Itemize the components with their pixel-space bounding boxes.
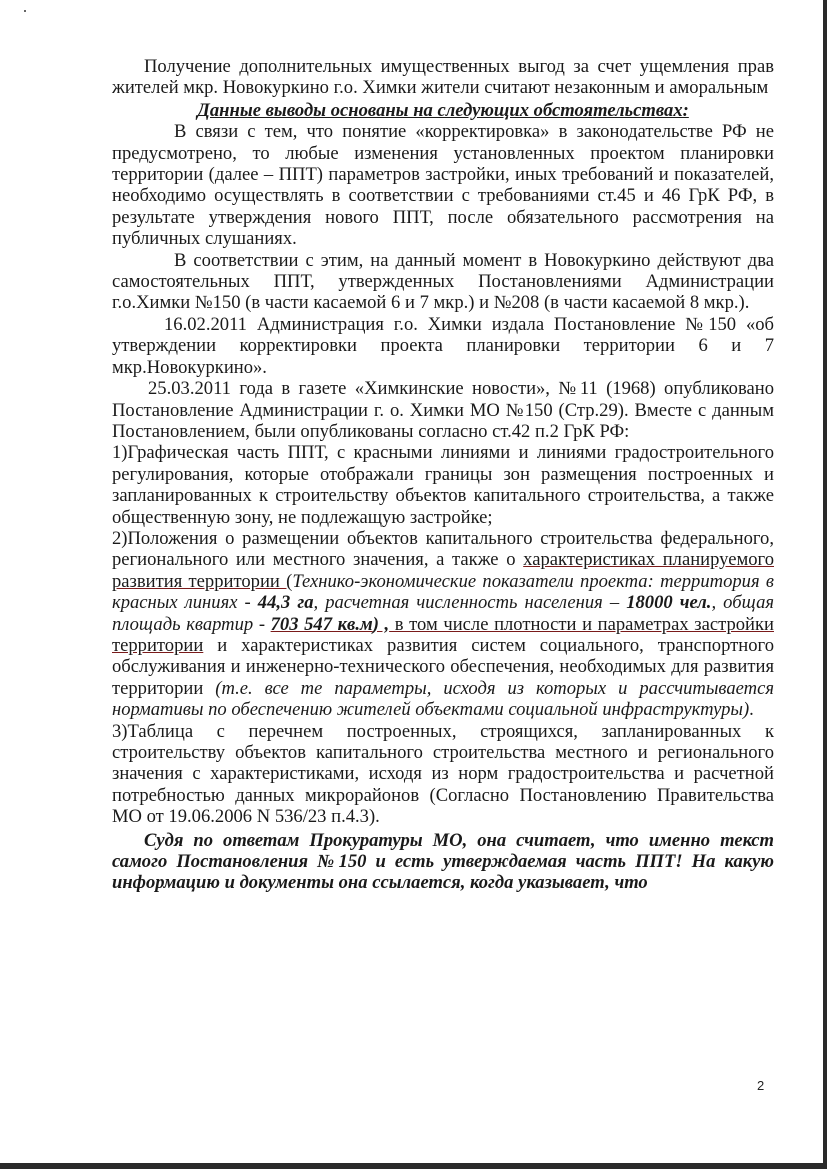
page-number: 2: [757, 1078, 765, 1093]
paragraph-two-ppt: В соответствии с этим, на данный момент в Новокуркино действуют два самостоятельных ППТ, утвержденных Постановлениями Администрации г.о.Химки №150 (в части касаемой 6 и 7 мкр.) и №208 (в части касаемой 8 мкр.).: [112, 249, 774, 314]
list-item-provisions: [112, 528, 774, 721]
density-underlined: в том числе плотности и параметрах застройки территории: [112, 613, 774, 656]
scan-edge-right: [823, 0, 827, 1169]
paragraph-correction: В связи с тем, что понятие «корректировка» в законодательстве РФ не предусмотрено, то любые изменения установленных проектом планировки территории (далее – ППТ) параметров застройки, иных требований и показателей, необходимо осуществлять в соответствии с требованиями ст.45 и 46 ГрК РФ, в результате утверждения нового ППТ, после обязательного рассмотрения на публичных слушаниях.: [112, 121, 774, 250]
apartment-area-text: , общая площадь квартир -: [112, 592, 775, 635]
systems-text: и характеристиках развития систем социального, транспортного обслуживания и инженерно-технического обеспечения, необходимых для развития территории: [112, 634, 774, 699]
paragraph-resolution-150: 16.02.2011 Администрация г.о. Химки издала Постановление №150 «об утверждении корректировки проекта планировки территории 6 и 7 мкр.Новокуркино».: [112, 313, 774, 378]
section-heading: Данные выводы основаны на следующих обстоятельствах:: [197, 99, 689, 121]
area-value: 44,3 га: [257, 592, 314, 614]
intro-paragraph: Получение дополнительных имущественных выгод за счет ущемления прав жителей мкр. Новокуркино г.о. Химки жители считают незаконным и аморальным: [112, 56, 774, 99]
scan-artifact: [24, 10, 26, 12]
apartment-area-value: 703 547 кв.м: [270, 613, 373, 635]
closing-paren: ) ,: [372, 613, 390, 635]
provisions-text: 2)Положения о размещении объектов капитального строительства федерального, регионального или местного значения, а также о: [112, 527, 774, 571]
paragraph-publication: 25.03.2011 года в газете «Химкинские новости», №11 (1968) опубликовано Постановление Администрации г. о. Химки МО №150 (Стр.29). Вместе с данным Постановлением, были опубликованы согласно ст.42 п.2 ГрК РФ:: [112, 378, 774, 442]
document-body: [112, 56, 774, 894]
tech-indicators-text: Технико-экономические показатели проекта: территория в красных линиях -: [112, 570, 774, 614]
development-characteristics-underlined: характеристиках планируемого развития территории (: [112, 549, 774, 592]
list-item-graphic-part: 1)Графическая часть ППТ, с красными линиями и линиями градостроительного регулирования, которые отображали границы зон размещения построенных и запланированных к строительству объектов капитального строительства, а также общественную зону, не подлежащую застройке;: [112, 442, 774, 528]
population-value: 18000 чел.: [626, 592, 712, 614]
parameters-note: (т.е. все те параметры, исходя из которых и рассчитывается нормативы по обеспечению жителей объектами социальной инфраструктуры): [112, 677, 774, 721]
scan-edge-bottom: [0, 1163, 827, 1169]
period: .: [749, 699, 754, 721]
list-item-table: 3)Таблица с перечнем построенных, строящихся, запланированных к строительству объектов капитального строительства местного и регионального значения с характеристиками, исходя из норм градостроительства и расчетной потребностью данных микрорайонов (Согласно Постановлению Правительства МО от 19.06.2006 N 536/23 п.4.3).: [112, 720, 774, 828]
closing-paragraph: Судя по ответам Прокуратуры МО, она считает, что именно текст самого Постановления №150 и есть утверждаемая часть ППТ! На какую информацию и документы она ссылается, когда указывает, что: [112, 829, 774, 894]
population-text: , расчетная численность населения –: [313, 592, 627, 614]
